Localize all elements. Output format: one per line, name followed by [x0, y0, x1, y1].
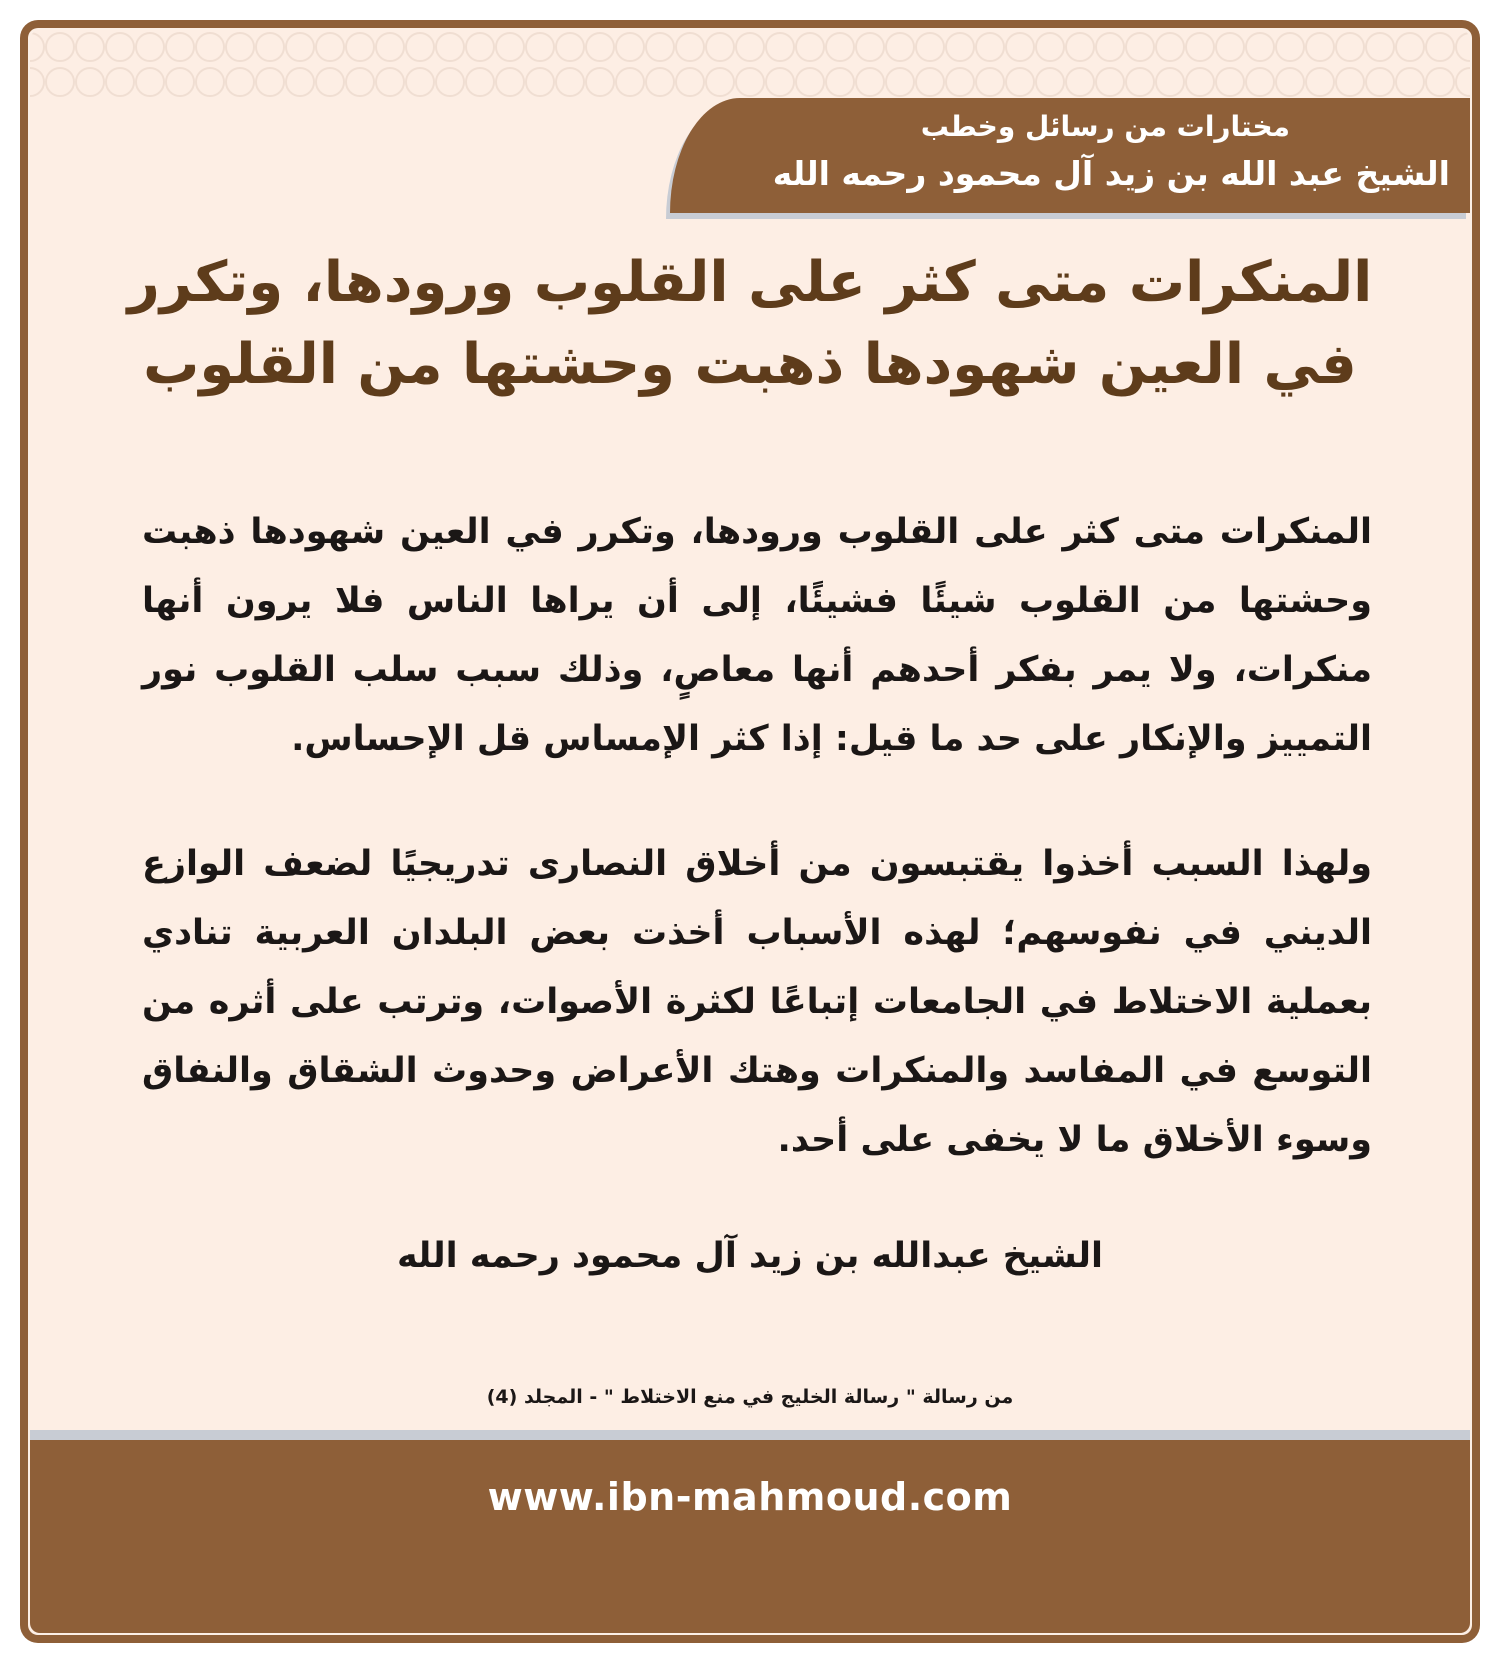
source-citation: من رسالة " رسالة الخليج في منع الاختلاط " - المجلد (4) — [486, 1386, 1014, 1408]
decorative-pattern — [30, 30, 1470, 100]
article-title: المنكرات متى كثر على القلوب ورودها، وتكرر في العين شهودها ذهبت وحشتها من القلوب — [127, 250, 1373, 397]
header-subtitle: مختارات من رسائل وخطب — [920, 110, 1290, 143]
footer-bar — [30, 1440, 1470, 1633]
website-link[interactable]: www.ibn-mahmoud.com — [487, 1475, 1013, 1519]
footer-divider — [30, 1430, 1470, 1440]
article-card — [20, 20, 1480, 1643]
header-banner — [670, 98, 1470, 213]
author-signature: الشيخ عبدالله بن زيد آل محمود رحمه الله — [396, 1236, 1104, 1276]
paragraph-1: المنكرات متى كثر على القلوب ورودها، وتكرر في العين شهودها ذهبت وحشتها من القلوب شيئًا فشيئًا، إلى أن يراها الناس فلا يرون أنها منكرات، ولا يمر بفكر أحدهم أنها معاصٍ، وذلك سبب سلب القلوب نور التمييز والإنكار على حد ما قيل: إذا كثر الإمساس قل الإحساس. — [142, 512, 1372, 759]
header-author: الشيخ عبد الله بن زيد آل محمود رحمه الله — [772, 154, 1450, 193]
paragraph-2: ولهذا السبب أخذوا يقتبسون من أخلاق النصارى تدريجيًا لضعف الوازع الديني في نفوسهم؛ لهذه الأسباب أخذت بعض البلدان العربية تنادي بعملية الاختلاط في الجامعات إتباعًا لكثرة الأصوات، وترتب على أثره من التوسع في المفاسد والمنكرات وهتك الأعراض وحدوث الشقاق والنفاق وسوء الأخلاق ما لا يخفى على أحد. — [142, 844, 1372, 1160]
card-inner — [30, 30, 1470, 1633]
